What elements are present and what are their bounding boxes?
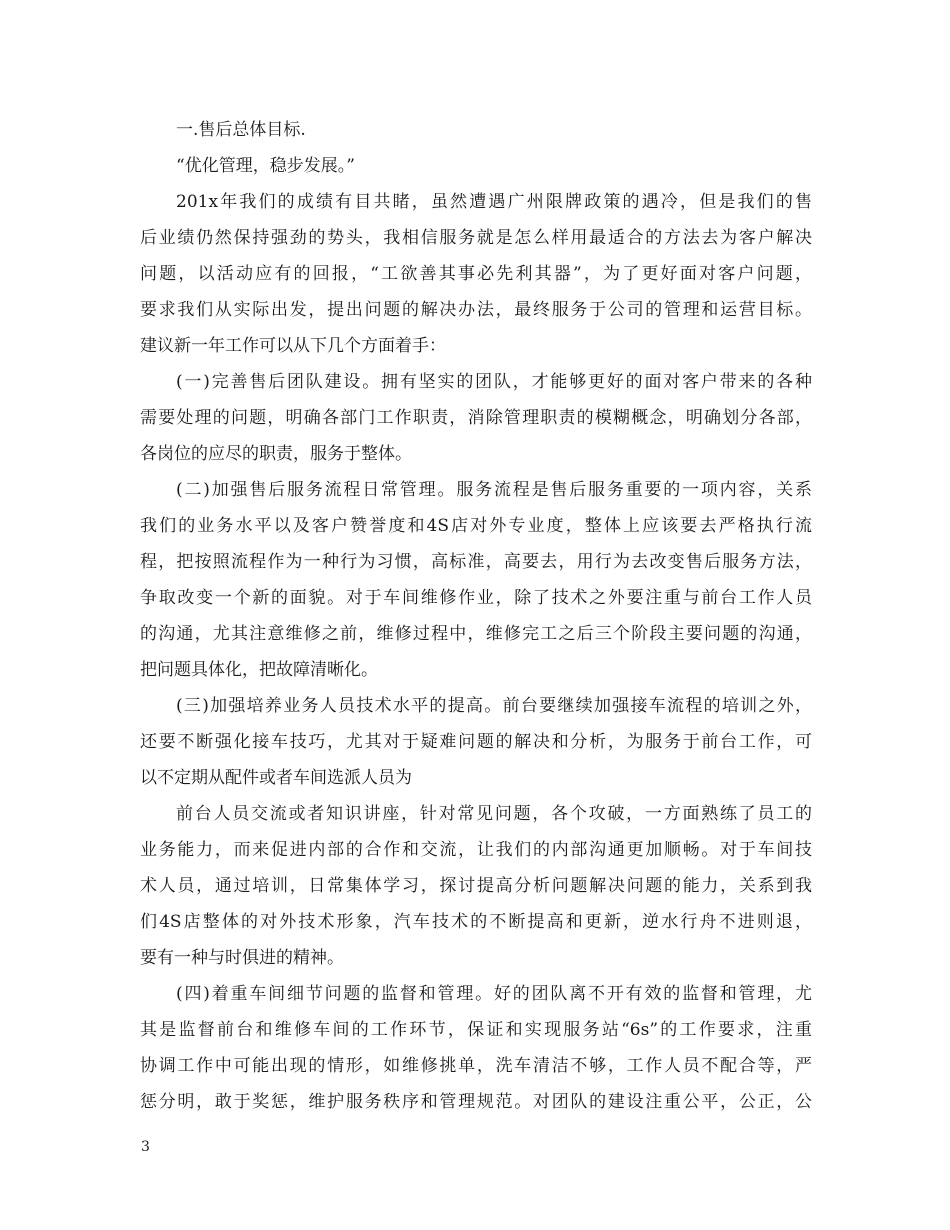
text-line: 建议新一年工作可以从下几个方面着手： — [140, 336, 446, 356]
text-line: 其是监督前台和维修车间的工作环节，保证和实现服务站“6s”的工作要求，注重 — [140, 1020, 812, 1040]
text-line: 要有一种与时俱进的精神。 — [140, 948, 344, 968]
text-line: 术人员，通过培训，日常集体学习，探讨提高分析问题解决问题的能力，关系到我 — [140, 876, 812, 896]
document-body — [140, 112, 812, 1120]
text-line: 还要不断强化接车技巧，尤其对于疑难问题的解决和分析，为服务于前台工作，可 — [140, 732, 812, 752]
text-line: (一)完善售后团队建设。拥有坚实的团队，才能够更好的面对客户带来的各种 — [176, 372, 812, 392]
text-line: 把问题具体化，把故障清晰化。 — [140, 660, 378, 680]
text-line: 的沟通，尤其注意维修之前，维修过程中，维修完工之后三个阶段主要问题的沟通， — [140, 624, 812, 644]
text-line: 各岗位的应尽的职责，服务于整体。 — [140, 444, 412, 464]
text-line: 争取改变一个新的面貌。对于车间维修作业，除了技术之外要注重与前台工作人员 — [140, 588, 812, 608]
text-line: 程，把按照流程作为一种行为习惯，高标准，高要去，用行为去改变售后服务方法， — [140, 552, 812, 572]
text-line: 以不定期从配件或者车间选派人员为 — [140, 768, 412, 788]
text-line: 201x年我们的成绩有目共睹，虽然遭遇广州限牌政策的遇冷，但是我们的售 — [176, 192, 812, 212]
text-line: 我们的业务水平以及客户赞誉度和4S店对外专业度，整体上应该要去严格执行流 — [140, 516, 812, 536]
text-line: 问题，以活动应有的回报，“工欲善其事必先利其器”，为了更好面对客户问题， — [140, 264, 812, 284]
text-line: 协调工作中可能出现的情形，如维修挑单，洗车清洁不够，工作人员不配合等，严 — [140, 1056, 812, 1076]
text-line: (三)加强培养业务人员技术水平的提高。前台要继续加强接车流程的培训之外， — [176, 696, 812, 716]
text-line: 业务能力，而来促进内部的合作和交流，让我们的内部沟通更加顺畅。对于车间技 — [140, 840, 812, 860]
text-line: (四)着重车间细节问题的监督和管理。好的团队离不开有效的监督和管理，尤 — [176, 984, 812, 1004]
text-line: (二)加强售后服务流程日常管理。服务流程是售后服务重要的一项内容，关系 — [176, 480, 812, 500]
text-line: 前台人员交流或者知识讲座，针对常见问题，各个攻破，一方面熟练了员工的 — [176, 804, 812, 824]
text-line: 一.售后总体目标. — [176, 120, 306, 140]
text-line: “优化管理，稳步发展。” — [176, 156, 355, 176]
text-line: 后业绩仍然保持强劲的势头，我相信服务就是怎么样用最适合的方法去为客户解决 — [140, 228, 812, 248]
text-line: 要求我们从实际出发，提出问题的解决办法，最终服务于公司的管理和运营目标。 — [140, 300, 812, 320]
text-line: 惩分明，敢于奖惩，维护服务秩序和管理规范。对团队的建设注重公平，公正，公 — [140, 1092, 812, 1112]
text-line: 需要处理的问题，明确各部门工作职责，消除管理职责的模糊概念，明确划分各部， — [140, 408, 812, 428]
text-line: 们4S店整体的对外技术形象，汽车技术的不断提高和更新，逆水行舟不进则退， — [140, 912, 812, 932]
page-number: 3 — [141, 1139, 150, 1155]
